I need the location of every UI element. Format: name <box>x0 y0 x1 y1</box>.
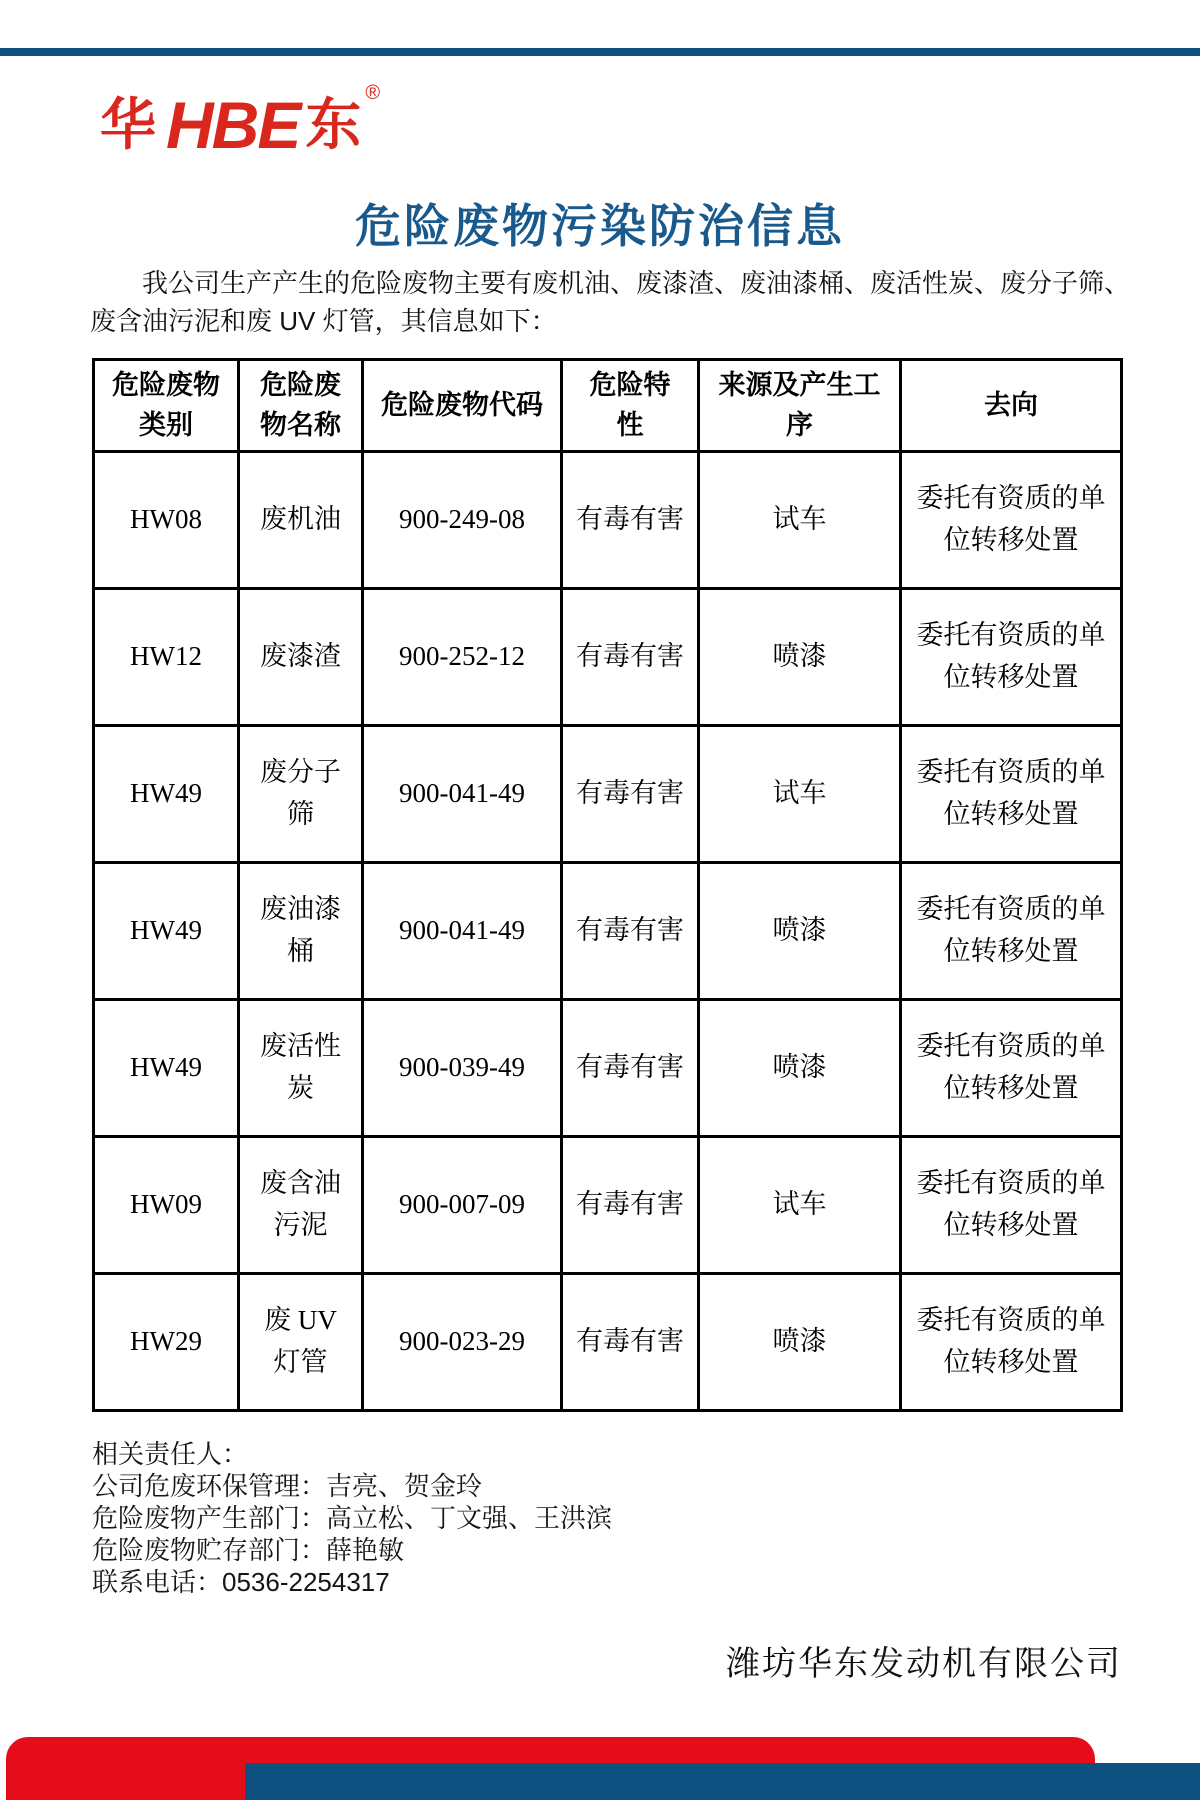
cell-name: 废分子筛 <box>239 726 363 863</box>
cell-category: HW29 <box>94 1274 239 1411</box>
cell-destination: 委托有资质的单位转移处置 <box>901 1274 1122 1411</box>
column-header-destination: 去向 <box>901 360 1122 452</box>
table-header-row <box>94 360 1122 452</box>
cell-category: HW49 <box>94 1000 239 1137</box>
table-row <box>94 589 1122 726</box>
cell-name: 废机油 <box>239 452 363 589</box>
cell-code: 900-041-49 <box>363 726 562 863</box>
cell-destination: 委托有资质的单位转移处置 <box>901 726 1122 863</box>
contact-line: 相关责任人： <box>92 1439 249 1469</box>
cell-code: 900-007-09 <box>363 1137 562 1274</box>
column-header-name: 危险废物名称 <box>239 360 363 452</box>
column-header-category: 危险废物类别 <box>94 360 239 452</box>
cell-name: 废油漆桶 <box>239 863 363 1000</box>
cell-code: 900-249-08 <box>363 452 562 589</box>
table-row <box>94 726 1122 863</box>
cell-name: 废 UV 灯管 <box>239 1274 363 1411</box>
cell-category: HW49 <box>94 726 239 863</box>
cell-code: 900-252-12 <box>363 589 562 726</box>
cell-source: 试车 <box>699 726 901 863</box>
contact-line: 公司危废环保管理：吉亮、贺金玲 <box>92 1471 483 1501</box>
table-row <box>94 863 1122 1000</box>
cell-category: HW08 <box>94 452 239 589</box>
cell-code: 900-023-29 <box>363 1274 562 1411</box>
cell-code: 900-041-49 <box>363 863 562 1000</box>
cell-destination: 委托有资质的单位转移处置 <box>901 589 1122 726</box>
cell-category: HW12 <box>94 589 239 726</box>
cell-hazard: 有毒有害 <box>562 452 699 589</box>
table-row <box>94 1137 1122 1274</box>
cell-source: 喷漆 <box>699 589 901 726</box>
intro-line-1: 我公司生产产生的危险废物主要有废机油、废漆渣、废油漆桶、废活性炭、废分子筛、 <box>142 268 1131 298</box>
cell-hazard: 有毒有害 <box>562 726 699 863</box>
cell-hazard: 有毒有害 <box>562 1274 699 1411</box>
responsible-persons-block <box>92 1438 612 1598</box>
column-header-source: 来源及产生工序 <box>699 360 901 452</box>
company-logo <box>100 82 381 164</box>
logo-hbe-text: HBE <box>166 88 300 162</box>
table-row <box>94 1000 1122 1137</box>
cell-source: 喷漆 <box>699 1274 901 1411</box>
cell-source: 喷漆 <box>699 863 901 1000</box>
cell-source: 试车 <box>699 452 901 589</box>
contact-line: 联系电话：0536-2254317 <box>92 1567 390 1597</box>
cell-hazard: 有毒有害 <box>562 1000 699 1137</box>
intro-line-2: 废含油污泥和废 UV 灯管，其信息如下： <box>90 306 557 336</box>
contact-line: 危险废物产生部门：高立松、丁文强、王洪滨 <box>92 1503 613 1533</box>
cell-name: 废活性炭 <box>239 1000 363 1137</box>
table-row <box>94 1274 1122 1411</box>
cell-destination: 委托有资质的单位转移处置 <box>901 1137 1122 1274</box>
cell-hazard: 有毒有害 <box>562 589 699 726</box>
cell-hazard: 有毒有害 <box>562 1137 699 1274</box>
column-header-hazard: 危险特性 <box>562 360 699 452</box>
contact-line: 危险废物贮存部门：薛艳敏 <box>92 1535 405 1565</box>
cell-name: 废漆渣 <box>239 589 363 726</box>
column-header-code: 危险废物代码 <box>363 360 562 452</box>
cell-source: 喷漆 <box>699 1000 901 1137</box>
cell-source: 试车 <box>699 1137 901 1274</box>
cell-category: HW09 <box>94 1137 239 1274</box>
intro-paragraph <box>90 264 1130 340</box>
registered-trademark-icon: ® <box>365 82 381 104</box>
cell-hazard: 有毒有害 <box>562 863 699 1000</box>
logo-dong-character: 东 <box>305 93 362 156</box>
hazardous-waste-table <box>92 358 1123 1412</box>
bottom-blue-bar <box>245 1763 1200 1800</box>
cell-category: HW49 <box>94 863 239 1000</box>
page-title: 危险废物污染防治信息 <box>355 200 845 252</box>
top-blue-rule <box>0 48 1200 56</box>
company-name: 潍坊华东发动机有限公司 <box>726 1645 1122 1683</box>
cell-destination: 委托有资质的单位转移处置 <box>901 452 1122 589</box>
cell-destination: 委托有资质的单位转移处置 <box>901 1000 1122 1137</box>
logo-hua-character: 华 <box>100 93 156 156</box>
table-row <box>94 452 1122 589</box>
cell-name: 废含油污泥 <box>239 1137 363 1274</box>
cell-code: 900-039-49 <box>363 1000 562 1137</box>
cell-destination: 委托有资质的单位转移处置 <box>901 863 1122 1000</box>
